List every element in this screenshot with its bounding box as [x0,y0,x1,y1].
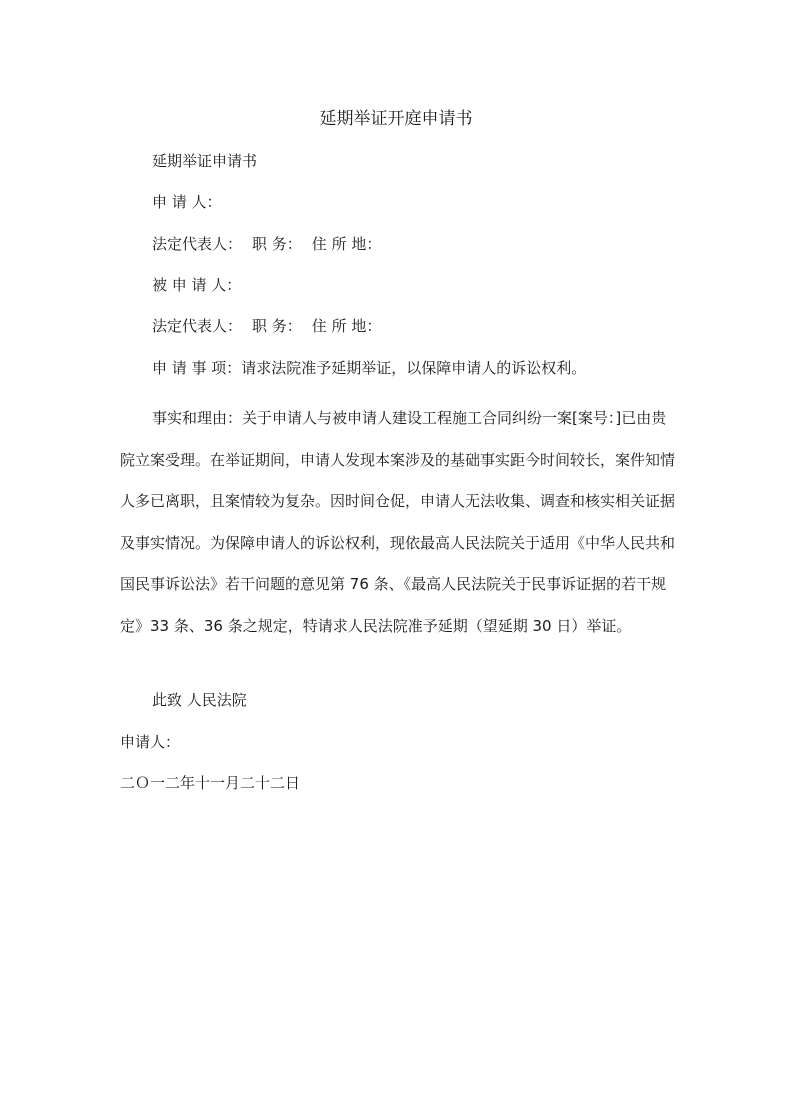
respondent-rep-label: 法定代表人： [152,317,243,335]
respondent-position-label: 职 务： [252,317,302,335]
document-subtitle: 延期举证申请书 [152,152,258,170]
request-item: 申 请 事 项：请求法院准予延期举证，以保障申请人的诉讼权利。 [152,359,587,377]
applicant-label: 申 请 人： [152,193,222,211]
applicant-info-line [152,233,381,255]
applicant-address-label: 住 所 地： [311,235,382,253]
salutation: 此致 人民法院 [152,691,247,709]
applicant-rep-label: 法定代表人： [152,235,243,253]
document-date: 二Ｏ一二年十一月二十二日 [120,774,301,792]
respondent-label: 被 申 请 人： [152,276,242,294]
respondent-address-label: 住 所 地： [311,317,382,335]
facts-and-reasons-paragraph: 事实和理由：关于申请人与被申请人建设工程施工合同纠纷一案[案号：]已由贵院立案受理。在举证期间，申请人发现本案涉及的基础事实距今时间较长，案件知情人多已离职，且案情较为复杂。因时间仓促，申请人无法收集、调查和核实相关证据及事实情况。为保障申请人的诉讼权利，现依最高人民法院关于适用《中华人民共和国民事诉讼法》若干问题的意见第 76 条、《最高人民法院关于民事诉证据的若干规定》33 条、36 条之规定，特请求人民法院准予延期（望延期 30 日）举证。 [120,409,676,635]
respondent-info-line [152,315,381,337]
applicant-position-label: 职 务： [252,235,302,253]
signature-label: 申请人： [120,733,181,751]
document-title: 延期举证开庭申请书 [319,109,473,129]
